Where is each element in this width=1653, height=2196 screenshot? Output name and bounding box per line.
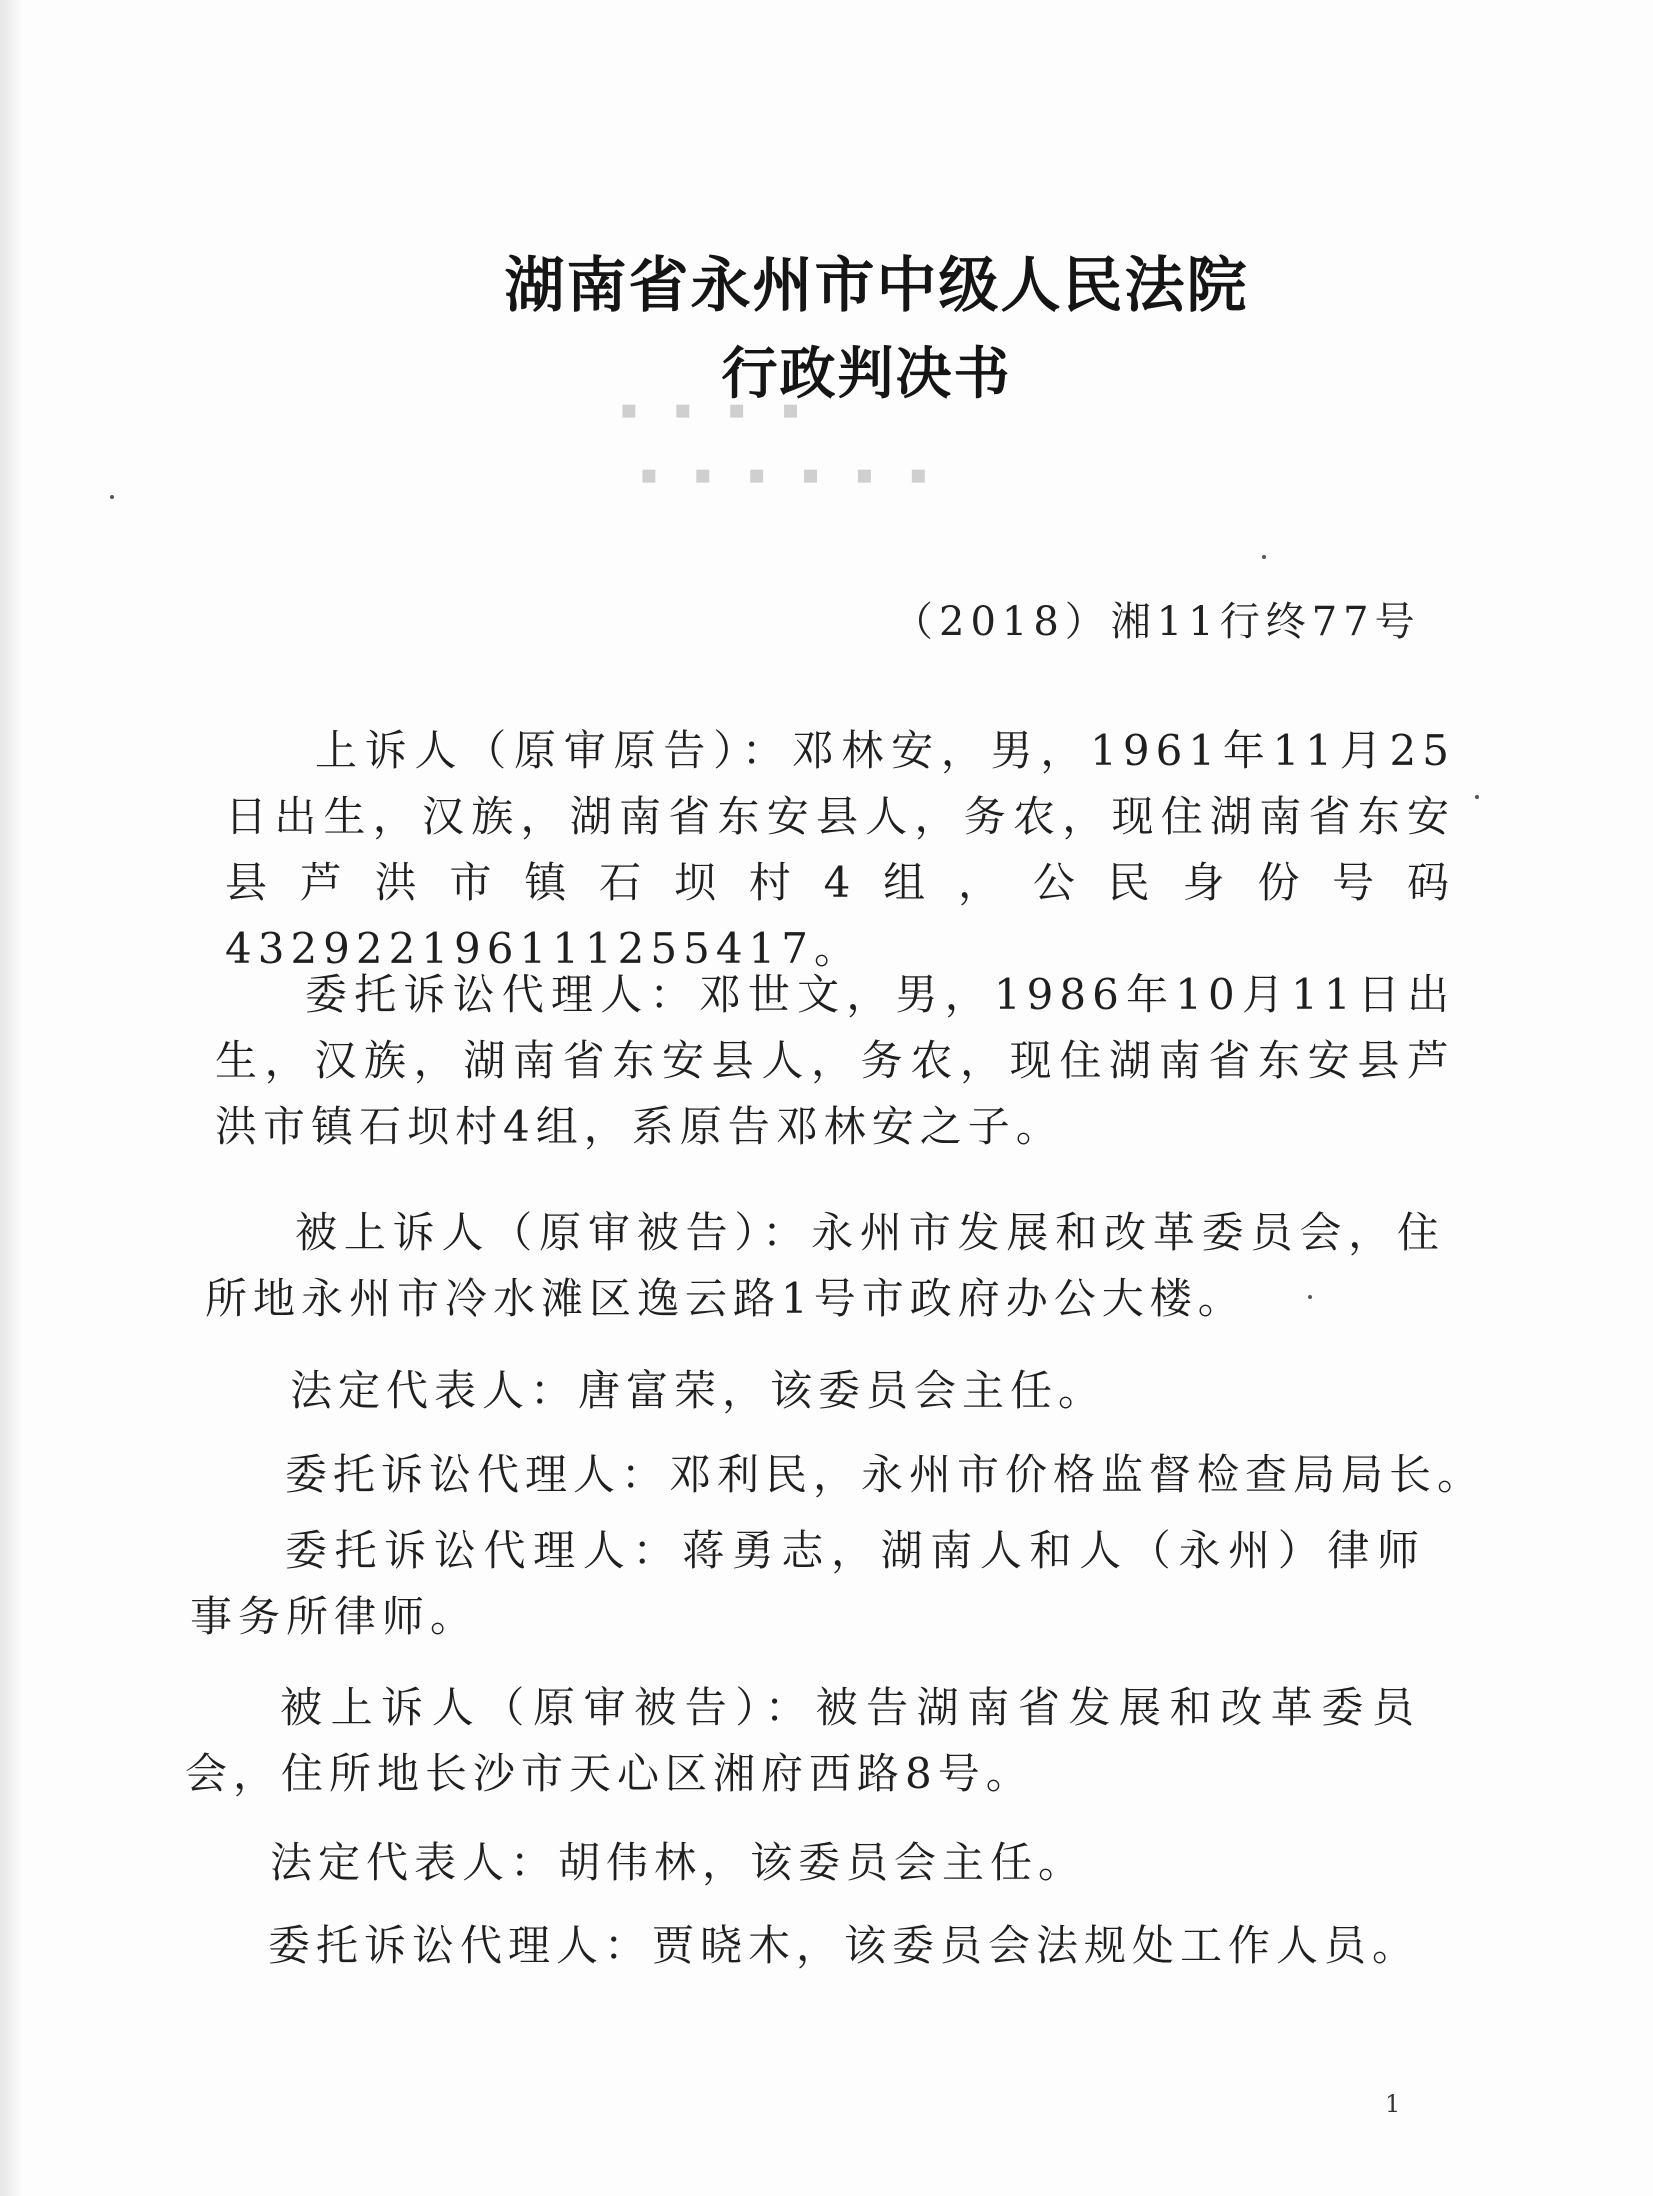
paragraph-appellant: 上诉人（原审原告）：邓林安，男，1961年11月25日出生，汉族，湖南省东安县人，务农，现住湖南省东安县芦洪市镇石坝村4组，公民身份号码432922196111255417。: [225, 726, 1455, 973]
faint-bleed-through: ▪ ▪ ▪ ▪ ▪ ▪: [640, 460, 942, 490]
paragraph-appellee-2: 被上诉人（原审被告）：被告湖南省发展和改革委员会，住所地长沙市天心区湘府西路8号。: [185, 1683, 1420, 1798]
court-name-title: 湖南省永州市中级人民法院: [504, 251, 1249, 321]
paragraph-appellee-1-representative: 法定代表人：唐富荣，该委员会主任。: [290, 1366, 1107, 1415]
paragraph-appellant-agent: 委托诉讼代理人：邓世文，男，1986年10月11日出生，汉族，湖南省东安县人，务农，现住湖南省东安县芦洪市镇石坝村4组，系原告邓林安之子。: [215, 970, 1455, 1151]
paragraph-appellee-1: 被上诉人（原审被告）：永州市发展和改革委员会，住所地永州市冷水滩区逸云路1号市政府办公大楼。: [205, 1208, 1445, 1323]
paragraph-appellee-1-agent-2: 委托诉讼代理人：蒋勇志，湖南人和人（永州）律师事务所律师。: [190, 1526, 1425, 1641]
paragraph-appellee-2-representative: 法定代表人：胡伟林，该委员会主任。: [270, 1838, 1087, 1887]
scan-speck: [1308, 1295, 1312, 1299]
paragraph-appellee-2-agent: 委托诉讼代理人：贾晓木，该委员会法规处工作人员。: [268, 1921, 1421, 1970]
case-number: （2018）湘11行终77号: [893, 599, 1421, 645]
faint-bleed-through: ▪ ▪ ▪ ▪: [620, 395, 814, 425]
scan-speck: [110, 495, 114, 499]
document-type-title: 行政判决书: [721, 342, 1012, 407]
scan-speck: [1262, 555, 1266, 559]
scan-edge-shadow: [0, 0, 22, 2196]
page-number: 1: [1385, 2090, 1401, 2118]
scan-speck: [1475, 795, 1479, 799]
paragraph-appellee-1-agent-1: 委托诉讼代理人：邓利民，永州市价格监督检查局局长。: [285, 1450, 1486, 1499]
